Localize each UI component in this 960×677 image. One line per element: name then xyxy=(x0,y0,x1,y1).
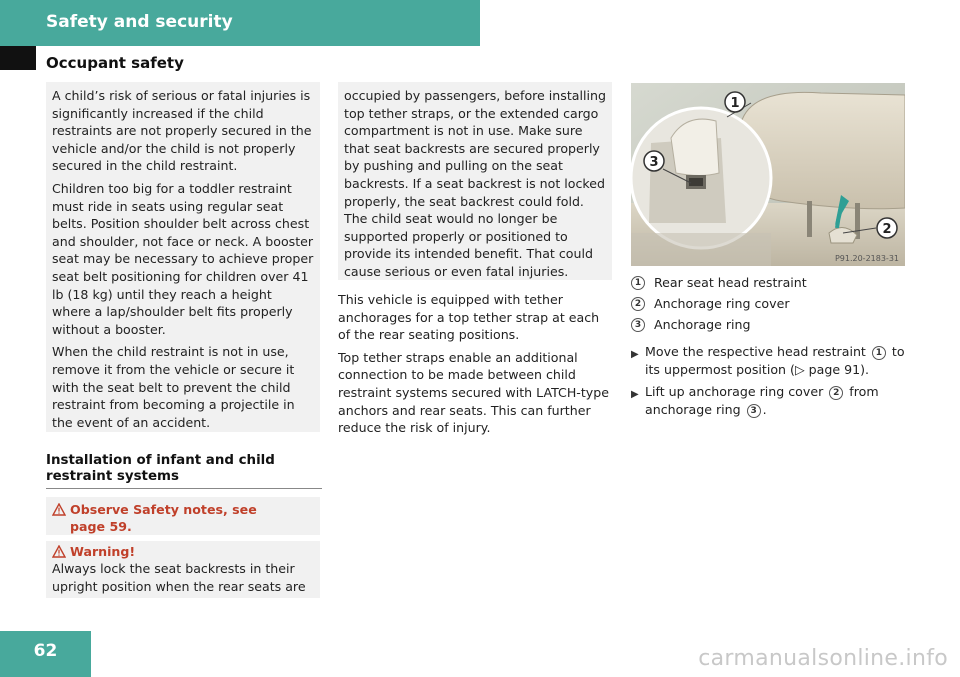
step-text: to its uppermost position (▷ page 91). xyxy=(645,344,905,377)
callout-label: 3 xyxy=(649,155,659,170)
warning-paragraph: A child’s risk of serious or fatal injuries is significantly increased if the child restraints are not properly secured in the vehicle and/or the child is not properly secured in the child restraint. xyxy=(52,88,312,174)
callout-label: 2 xyxy=(882,222,892,237)
head-restraint-photo xyxy=(631,83,905,266)
tether-text xyxy=(338,291,614,442)
legend-number: 3 xyxy=(631,318,645,332)
observe-safety-box xyxy=(46,497,320,535)
photo-legend xyxy=(631,272,921,335)
step-callout: 1 xyxy=(872,346,886,360)
page-number: 62 xyxy=(33,641,58,661)
arrow-right-icon: ▶ xyxy=(631,349,639,360)
section-title: Occupant safety xyxy=(46,54,184,72)
vehicle-interior-illustration xyxy=(631,83,905,266)
watermark: carmanualsonline.info xyxy=(698,646,948,671)
observe-link-page[interactable]: page 59. xyxy=(70,519,132,534)
section-marker xyxy=(0,46,36,70)
callout-3 xyxy=(644,151,664,171)
step-text: Lift up anchorage ring cover xyxy=(645,384,824,400)
instruction-step xyxy=(631,383,916,418)
paragraph: This vehicle is equipped with tether anchorages for a top tether strap at each of the rear seating positions. xyxy=(338,292,600,343)
warning-triangle-icon xyxy=(52,545,66,558)
legend-number: 1 xyxy=(631,276,645,290)
arrow-right-icon: ▶ xyxy=(631,389,639,401)
step-text: . xyxy=(762,401,767,417)
warning-continuation: occupied by passengers, before installing top tether straps, or the extended cargo compartment is not in use. Make sure that seat backrests are secured properly by pushing and pulling on the seat backrests. If a seat backrest is not locked properly, the seat backrest could fold. The child seat would no longer be supported properly or positioned to provide its intended benefit. That could cause serious or even fatal injuries. xyxy=(344,88,606,279)
legend-label: Anchorage ring xyxy=(654,317,751,332)
chapter-title: Safety and security xyxy=(46,12,233,32)
instruction-list xyxy=(631,343,916,423)
warning-triangle-icon xyxy=(52,503,66,516)
callout-1 xyxy=(725,92,745,112)
legend-label: Anchorage ring cover xyxy=(654,296,790,311)
step-text: Move the respective head restraint xyxy=(645,344,866,359)
warning-paragraph: Children too big for a toddler restraint must ride in seats using regular seat belts. Position shoulder belt across chest and shoulder, not face or neck. A booster seat may be necessary to achieve proper seat belt positioning for children over 41 lb (18 kg) until they reach a height where a lap/shoulder belt fits properly without a booster. xyxy=(52,180,314,337)
step-callout: 2 xyxy=(829,386,843,400)
instruction-step xyxy=(631,343,916,378)
legend-item xyxy=(631,314,921,335)
step-text: from anchorage ring xyxy=(645,384,879,417)
observe-line-1: Observe Safety notes, see xyxy=(70,502,257,517)
seat-backrest-warning-box xyxy=(338,82,612,280)
subheading: Installation of infant and child restraint systems xyxy=(46,453,322,489)
warning-text: Always lock the seat backrests in their upright position when the rear seats are xyxy=(52,561,306,594)
callout-2 xyxy=(877,218,897,238)
paragraph: Top tether straps enable an additional connection to be made between child restraint systems secured with LATCH-type anchors and rear seats. This can further reduce the risk of injury. xyxy=(338,349,609,436)
legend-number: 2 xyxy=(631,297,645,311)
child-risk-warning-box xyxy=(46,82,320,432)
warning-paragraph: When the child restraint is not in use, remove it from the vehicle or secure it with the seat belt to prevent the child restraint from becoming a projectile in the event of an accident. xyxy=(52,344,295,430)
step-callout: 3 xyxy=(747,404,761,418)
legend-label: Rear seat head restraint xyxy=(654,275,807,290)
warning-title: Warning! xyxy=(70,544,136,559)
legend-item xyxy=(631,272,921,293)
legend-item xyxy=(631,293,921,314)
photo-code: P91.20-2183-31 xyxy=(834,254,899,263)
callout-label: 1 xyxy=(730,96,740,111)
warning-box xyxy=(46,541,320,598)
